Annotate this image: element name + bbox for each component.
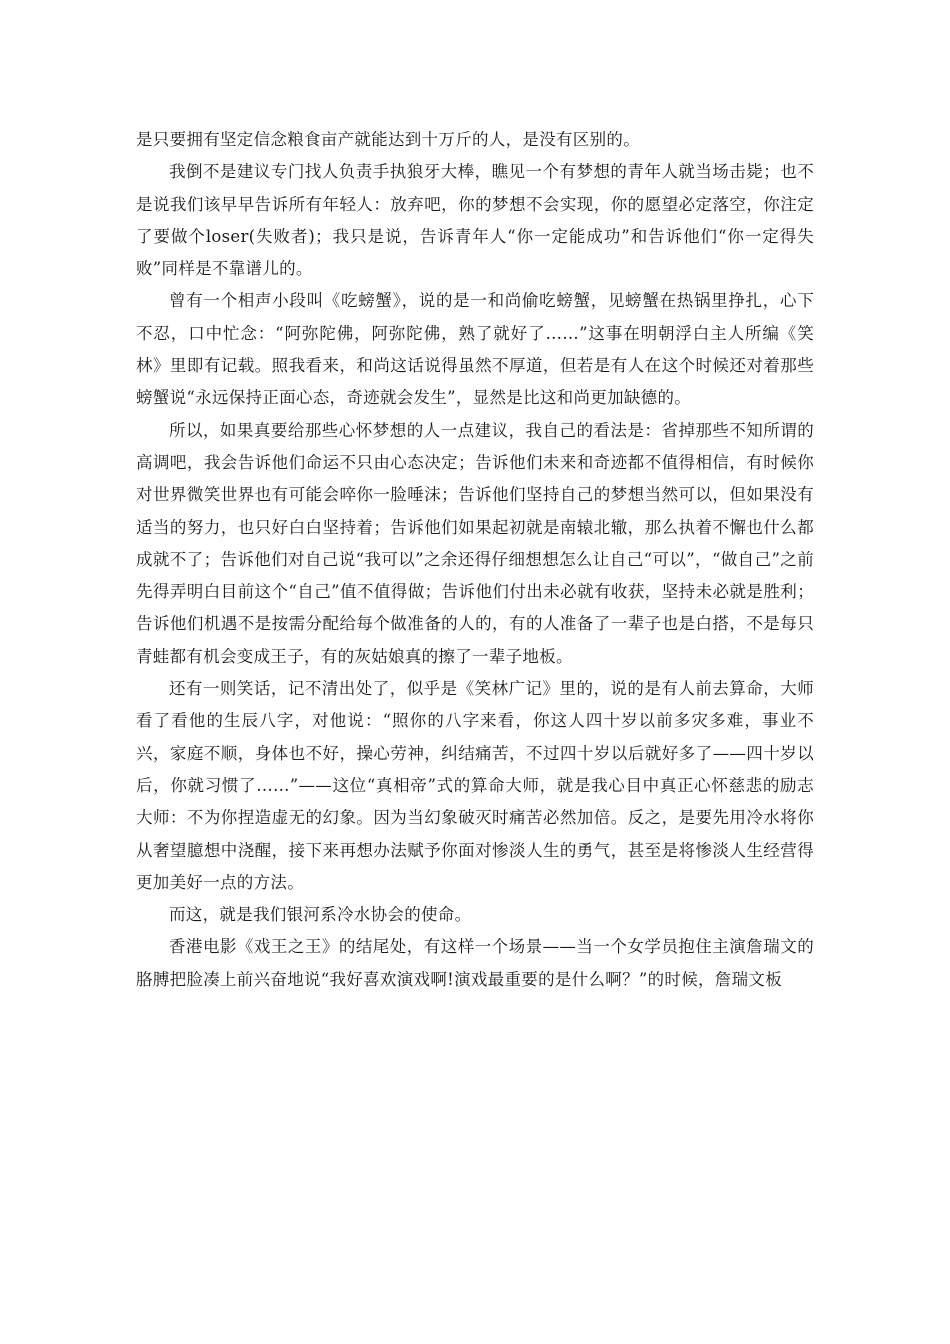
paragraph-crab-story: 曾有一个相声小段叫《吃螃蟹》，说的是一和尚偷吃螃蟹，见螃蟹在热锅里挣扎，心下不忍，口中忙念：“阿弥陀佛，阿弥陀佛，熟了就好了……”这事在明朝浮白主人所编《笑林》里即有记载。照我看来，和尚这话说得虽然不厚道，但若是有人在这个时候还对着那些螃蟹说“永远保持正面心态，奇迹就会发生”，显然是比这和尚更加缺德的。	[136, 291, 814, 408]
paragraph-film-scene: 香港电影《戏王之王》的结尾处，有这样一个场景——当一个女学员抱住主演詹瑞文的胳膊把脸凑上前兴奋地说“我好喜欢演戏啊!演戏最重要的是什么啊？”的时候，詹瑞文板	[136, 937, 814, 989]
paragraph-mission: 而这，就是我们银河系冷水协会的使命。	[169, 905, 472, 925]
paragraph-continuation: 是只要拥有坚定信念粮食亩产就能达到十万斤的人，是没有区别的。	[136, 130, 640, 149]
document-body	[136, 124, 814, 996]
paragraph-advice: 所以，如果真要给那些心怀梦想的人一点建议，我自己的看法是：省掉那些不知所谓的高调吧，我会告诉他们命运不只由心态决定；告诉他们未来和奇迹都不值得相信，有时候你对世界微笑世界也有可能会啐你一脸唾沫；告诉他们坚持自己的梦想当然可以，但如果没有适当的努力，也只好白白坚持着；告诉他们如果起初就是南辕北辙，那么执着不懈也什么都成就不了；告诉他们对自己说“我可以”之余还得仔细想想怎么让自己“可以”，“做自己”之前先得弄明白目前这个“自己”值不值得做；告诉他们付出未必就有收获，坚持未必就是胜利；告诉他们机遇不是按需分配给每个做准备的人的，有的人准备了一辈子也是白搭，不是每只青蛙都有机会变成王子，有的灰姑娘真的擦了一辈子地板。	[136, 420, 814, 666]
paragraph-fortune-teller: 还有一则笑话，记不清出处了，似乎是《笑林广记》里的，说的是有人前去算命，大师看了看他的生辰八字，对他说：“照你的八字来看，你这人四十岁以前多灾多难，事业不兴，家庭不顺，身体也不好，操心劳神，纠结痛苦，不过四十岁以后就好多了——四十岁以后，你就习惯了……”——这位“真相帝”式的算命大师，就是我心目中真正心怀慈悲的励志大师：不为你捏造虚无的幻象。因为当幻象破灭时痛苦必然加倍。反之，是要先用冷水将你从奢望臆想中浇醒，接下来再想办法赋予你面对惨淡人生的勇气，甚至是将惨淡人生经营得更加美好一点的方法。	[136, 679, 814, 892]
paragraph-not-suggesting: 我倒不是建议专门找人负责手执狼牙大棒，瞧见一个有梦想的青年人就当场击毙；也不是说我们该早早告诉所有年轻人：放弃吧，你的梦想不会实现，你的愿望必定落空，你注定了要做个loser(失败者)；我只是说，告诉青年人“你一定能成功”和告诉他们“你一定得失败”同样是不靠谱儿的。	[136, 162, 814, 279]
